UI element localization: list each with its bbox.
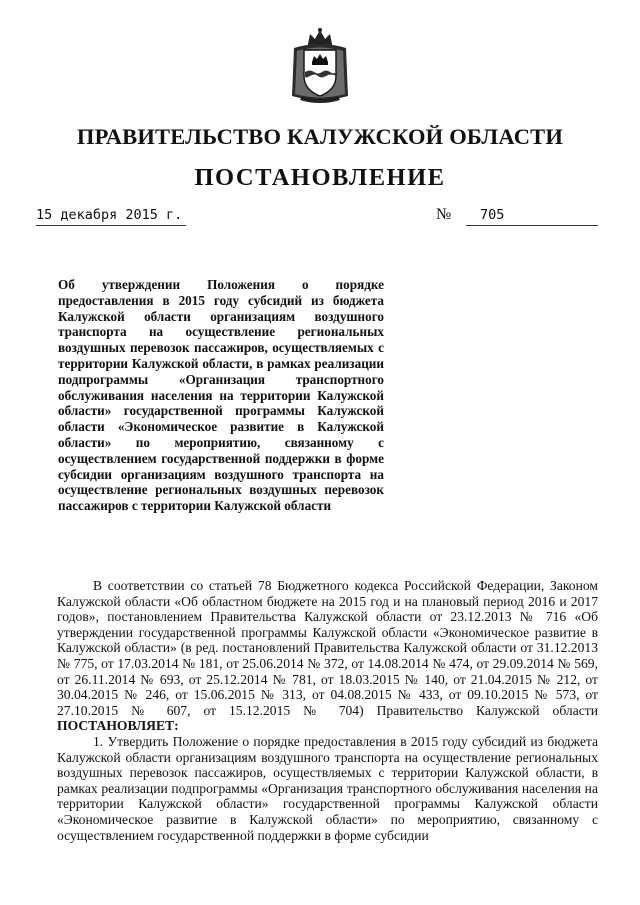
document-number: 705: [466, 207, 598, 226]
document-date: 15 декабря 2015 г.: [36, 207, 186, 226]
preamble-text: В соответствии со статьей 78 Бюджетного кодекса Российской Федерации, Законом Калужской области «Об областном бюджете на 2015 год и на плановый период 2016 и 2017 годов», постановлением Правительства Калужской области от 23.12.2013 № 716 «Об утверждении государственной программы Калужской области «Экономическое развитие в Калужской области» (в ред. постановлений Правительства Калужской области от 31.12.2013 № 775, от 17.03.2014 № 181, от 25.06.2014 № 372, от 14.08.2014 № 474, от 29.09.2014 № 569, от 26.11.2014 № 693, от 25.12.2014 № 781, от 18.03.2015 № 140, от 21.04.2015 № 212, от 30.04.2015 № 246, от 15.06.2015 № 313, от 04.08.2015 № 433, от 09.10.2015 № 573, от 27.10.2015 № 607, от 15.12.2015 № 704) Правительство Калужской области: [57, 578, 598, 718]
item-1-paragraph: 1. Утвердить Положение о порядке предоставления в 2015 году субсидий из бюджета Калужской области организациям воздушного транспорта на осуществление региональных воздушных перевозок пассажиров, осуществляемых с территории Калужской области, в рамках реализации подпрограммы «Организация транспортного обслуживания населения на территории Калужской области» государственной программы Калужской области «Экономическое развитие в Калужской области» по мероприятию, связанному с осуществлением государственной поддержки в форме субсидии: [57, 733, 598, 843]
document-body: [57, 578, 598, 843]
government-title: ПРАВИТЕЛЬСТВО КАЛУЖСКОЙ ОБЛАСТИ: [76, 124, 564, 149]
preamble-paragraph: [57, 578, 598, 734]
document-type-title: ПОСТАНОВЛЕНИЕ: [194, 164, 446, 191]
kaluga-coat-of-arms-icon: [288, 26, 352, 104]
resolves-word: ПОСТАНОВЛЯЕТ:: [57, 718, 179, 734]
document-subject: Об утверждении Положения о порядке предоставления в 2015 году субсидий из бюджета Калужской области организациям воздушного транспорта на осуществление региональных воздушных перевозок пассажиров, осуществляемых с территории Калужской области, в рамках реализации подпрограммы «Организация транспортного обслуживания населения на территории Калужской области» государственной программы Калужской области «Экономическое развитие в Калужской области» по мероприятию, связанному с осуществлением государственной поддержки в форме субсидии организациям воздушного транспорта на осуществление региональных воздушных перевозок пассажиров с территории Калужской области: [58, 277, 384, 514]
number-sign: №: [436, 206, 452, 223]
